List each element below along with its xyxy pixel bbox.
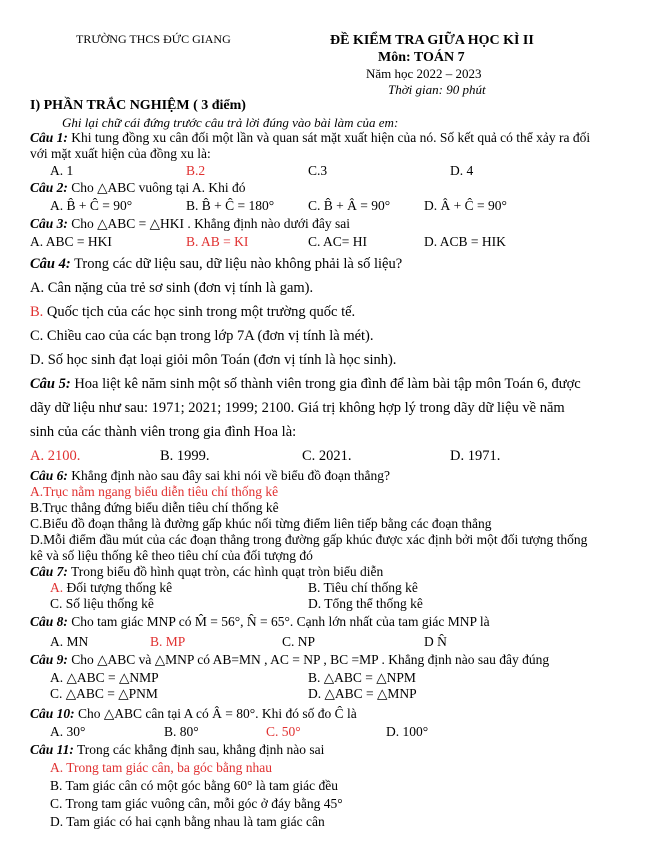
option-d: D. 1971. — [450, 448, 501, 464]
question-text: Trong các khẳng định sau, khẳng định nào sai — [77, 742, 325, 757]
option-b: B. AB = KI — [186, 234, 249, 249]
question-5-cont: sinh của các thành viên trong gia đình Hoa là: — [30, 424, 297, 440]
option-a: A. Cân nặng của trẻ sơ sinh (đơn vị tính là gam). — [30, 280, 314, 296]
question-text: Khẳng định nào sau đây sai khi nói về biểu đồ đoạn thẳng? — [71, 468, 390, 483]
option-c: C.Biểu đồ đoạn thẳng là đường gấp khúc nối từng điểm liên tiếp bằng các đoạn thẳng — [30, 516, 492, 531]
option-d: D. ACB = HIK — [424, 234, 506, 249]
question-label: Câu 3: — [30, 216, 68, 231]
question-5-cont: dãy dữ liệu như sau: 1971; 2021; 1999; 2100. Giá trị không hợp lý trong dãy dữ liệu về năm — [30, 400, 565, 416]
option-a — [50, 580, 172, 596]
question-text: Khi tung đồng xu cân đối một lần và quan sát mặt xuất hiện của nó. Số kết quả có thể xảy ra đối — [71, 130, 591, 145]
option-d: D.Mỗi điểm đầu mút của các đoạn thẳng trong đường gấp khúc được xác định bởi một đối tượng thống — [30, 532, 588, 547]
question-7 — [30, 564, 383, 580]
question-text: Trong biểu đồ hình quạt tròn, các hình quạt tròn biểu diễn — [71, 564, 384, 579]
option-c: C. NP — [282, 634, 316, 649]
question-text: Hoa liệt kê năm sinh một số thành viên trong gia đình để làm bài tập môn Toán 6, được — [74, 376, 581, 392]
option-d: D. 4 — [450, 163, 474, 178]
question-4 — [30, 256, 402, 273]
option-a: A.Trục nằm ngang biểu diễn tiêu chí thống kê — [30, 484, 279, 499]
option-d: D. Â + Ĉ = 90° — [424, 198, 507, 213]
question-text: Trong các dữ liệu sau, dữ liệu nào không phải là số liệu? — [74, 256, 403, 272]
question-1-cont: với mặt xuất hiện của đồng xu là: — [30, 146, 211, 161]
exam-subject: Môn: TOÁN 7 — [378, 50, 465, 65]
option-c: C. △ABC = △PNM — [50, 686, 158, 701]
option-a: A. 2100. — [30, 448, 81, 464]
exam-title: ĐỀ KIỂM TRA GIỮA HỌC KÌ II — [330, 33, 534, 48]
option-b: B. 1999. — [160, 448, 210, 464]
question-label: Câu 2: — [30, 180, 68, 195]
option-d: D. 100° — [386, 724, 429, 739]
option-d: D. Tam giác có hai cạnh bằng nhau là tam giác cân — [50, 814, 325, 829]
question-2 — [30, 180, 246, 196]
option-c: C. B̂ + Â = 90° — [308, 198, 391, 213]
question-5 — [30, 376, 581, 393]
section-heading: I) PHẦN TRẮC NGHIỆM ( 3 điểm) — [30, 98, 246, 113]
question-label: Câu 5: — [30, 376, 71, 392]
question-label: Câu 11: — [30, 742, 74, 757]
option-a: A. Trong tam giác cân, ba góc bằng nhau — [50, 760, 272, 775]
option-b: B.2 — [186, 163, 206, 178]
option-b: B. Tam giác cân có một góc bằng 60° là tam giác đều — [50, 778, 338, 793]
option-b: B. △ABC = △NPM — [308, 670, 416, 685]
question-11 — [30, 742, 324, 758]
question-label: Câu 6: — [30, 468, 68, 483]
option-c: C. Chiều cao của các bạn trong lớp 7A (đơn vị tính là mét). — [30, 328, 374, 344]
question-text: Cho △ABC vuông tại A. Khi đó — [71, 180, 246, 195]
question-8 — [30, 614, 490, 630]
question-10 — [30, 706, 357, 722]
option-d: D. Số học sinh đạt loại giỏi môn Toán (đơn vị tính là học sinh). — [30, 352, 397, 368]
option-a: A. B̂ + Ĉ = 90° — [50, 198, 133, 213]
question-label: Câu 1: — [30, 130, 68, 145]
option-c: C. 50° — [266, 724, 301, 739]
option-text: Quốc tịch của các học sinh trong một trường quốc tế. — [46, 304, 356, 320]
question-label: Câu 8: — [30, 614, 68, 629]
option-b: B. MP — [150, 634, 186, 649]
option-b: B.Trục thẳng đứng biểu diễn tiêu chí thống kê — [30, 500, 279, 515]
question-1 — [30, 130, 590, 146]
option-b: B. B̂ + Ĉ = 180° — [186, 198, 275, 213]
question-label: Câu 4: — [30, 256, 71, 272]
question-text: Cho tam giác MNP có M̂ = 56°, N̂ = 65°. Cạnh lớn nhất của tam giác MNP là — [71, 614, 490, 629]
option-a: A. △ABC = △NMP — [50, 670, 159, 685]
option-c: C. AC= HI — [308, 234, 367, 249]
option-text: Đối tượng thống kê — [66, 580, 173, 595]
question-label: Câu 9: — [30, 652, 68, 667]
option-d: D N̂ — [424, 634, 447, 649]
option-c: C. 2021. — [302, 448, 352, 464]
question-text: Cho △ABC = △HKI . Khẳng định nào dưới đây sai — [71, 216, 350, 231]
question-text: Cho △ABC và △MNP có AB=MN , AC = NP , BC =MP . Khẳng định nào sau đây đúng — [71, 652, 550, 667]
option-a: A. 1 — [50, 163, 74, 178]
option-a: A. ABC = HKI — [30, 234, 112, 249]
option-c: C. Trong tam giác vuông cân, mỗi góc ở đáy bằng 45° — [50, 796, 343, 811]
question-label: Câu 7: — [30, 564, 68, 579]
option-b — [30, 304, 355, 321]
question-6 — [30, 468, 390, 484]
option-a: A. MN — [50, 634, 89, 649]
question-label: Câu 10: — [30, 706, 75, 721]
option-d-cont: kê và số liệu thống kê theo tiêu chí của đối tượng đó — [30, 548, 313, 563]
question-text: Cho △ABC cân tại A có Â = 80°. Khi đó số đo Ĉ là — [78, 706, 357, 721]
option-b: B. Tiêu chí thống kê — [308, 580, 418, 595]
exam-time: Thời gian: 90 phút — [388, 82, 486, 97]
question-9 — [30, 652, 549, 668]
school-year: Năm học 2022 – 2023 — [366, 66, 482, 81]
option-letter: B. — [30, 304, 44, 320]
option-b: B. 80° — [164, 724, 199, 739]
option-c: C. Số liệu thống kê — [50, 596, 154, 611]
instruction: Ghi lại chữ cái đứng trước câu trả lời đúng vào bài làm của em: — [62, 115, 399, 130]
option-letter: A. — [50, 580, 64, 595]
option-d: D. Tổng thể thống kê — [308, 596, 423, 611]
option-a: A. 30° — [50, 724, 86, 739]
school-name: TRƯỜNG THCS ĐỨC GIANG — [76, 32, 231, 46]
option-c: C.3 — [308, 163, 328, 178]
question-3 — [30, 216, 350, 232]
option-d: D. △ABC = △MNP — [308, 686, 417, 701]
